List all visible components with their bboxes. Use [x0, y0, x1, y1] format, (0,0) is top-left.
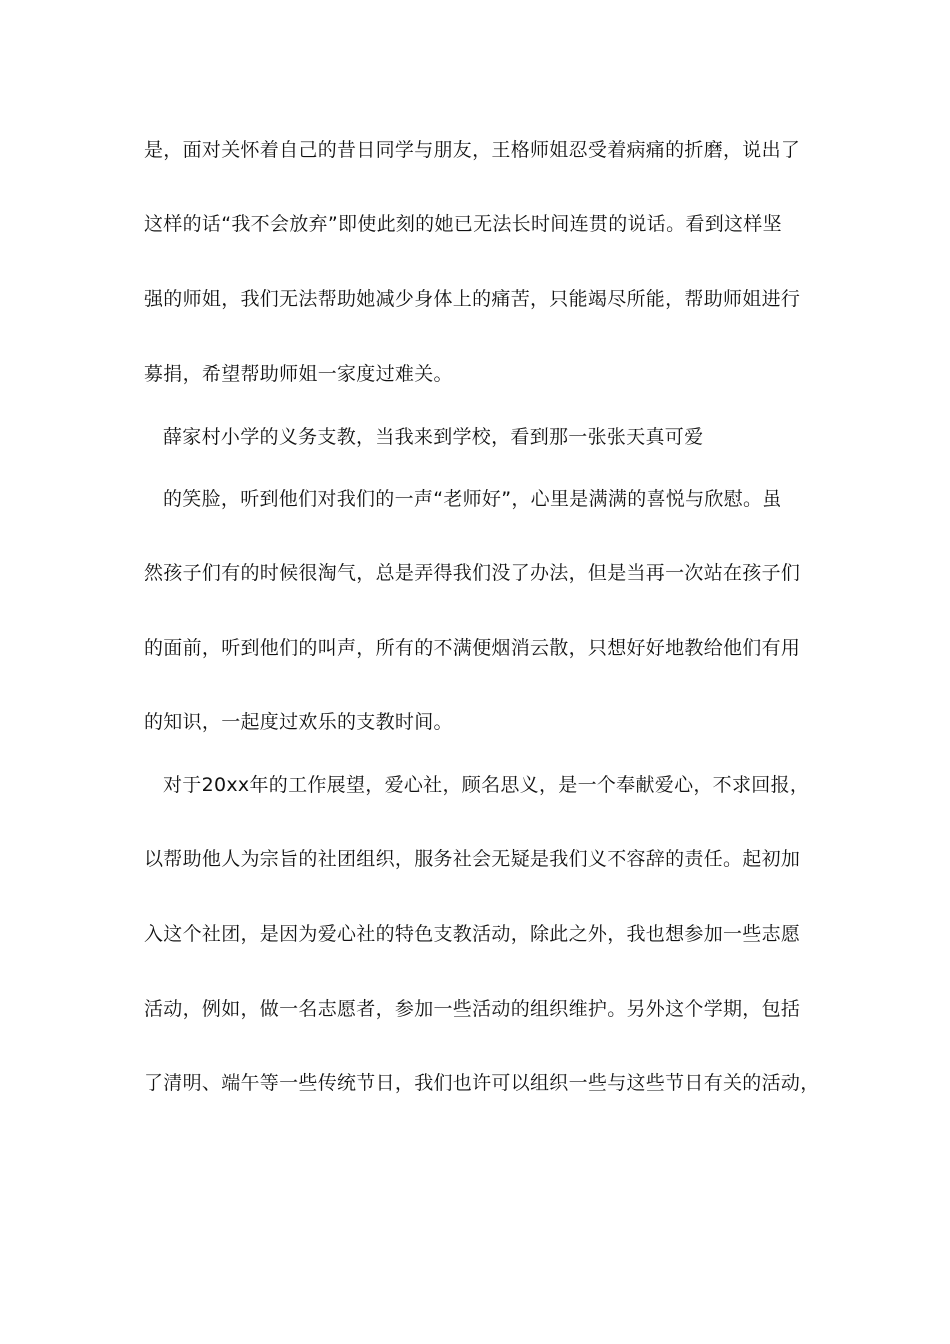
text-line: 了清明、端午等一些传统节日，我们也许可以组织一些与这些节日有关的活动，	[144, 1072, 820, 1094]
text-line: 是，面对关怀着自己的昔日同学与朋友，王格师姐忍受着病痛的折磨，说出了	[144, 139, 801, 161]
text-line: 薛家村小学的义务支教，当我来到学校，看到那一张张天真可爱	[163, 426, 704, 448]
text-line: 强的师姐，我们无法帮助她减少身体上的痛苦，只能竭尽所能，帮助师姐进行	[144, 288, 801, 310]
text-line: 以帮助他人为宗旨的社团组织，服务社会无疑是我们义不容辞的责任。起初加	[144, 848, 801, 870]
text-line: 然孩子们有的时候很淘气，总是弄得我们没了办法，但是当再一次站在孩子们	[144, 562, 801, 584]
text-line: 的面前，听到他们的叫声，所有的不满便烟消云散，只想好好地教给他们有用	[144, 637, 801, 659]
text-line: 的笑脸，听到他们对我们的一声“老师好”，心里是满满的喜悦与欣慰。虽	[163, 488, 782, 510]
text-line: 入这个社团，是因为爱心社的特色支教活动，除此之外，我也想参加一些志愿	[144, 923, 801, 945]
text-line: 这样的话“我不会放弃”即使此刻的她已无法长时间连贯的说话。看到这样坚	[144, 213, 782, 235]
text-line: 对于20xx年的工作展望，爱心社，顾名思义，是一个奉献爱心，不求回报，	[163, 774, 810, 796]
text-line: 募捐，希望帮助师姐一家度过难关。	[144, 363, 453, 385]
text-line: 活动，例如，做一名志愿者，参加一些活动的组织维护。另外这个学期，包括	[144, 998, 801, 1020]
text-line: 的知识，一起度过欢乐的支教时间。	[144, 711, 453, 733]
